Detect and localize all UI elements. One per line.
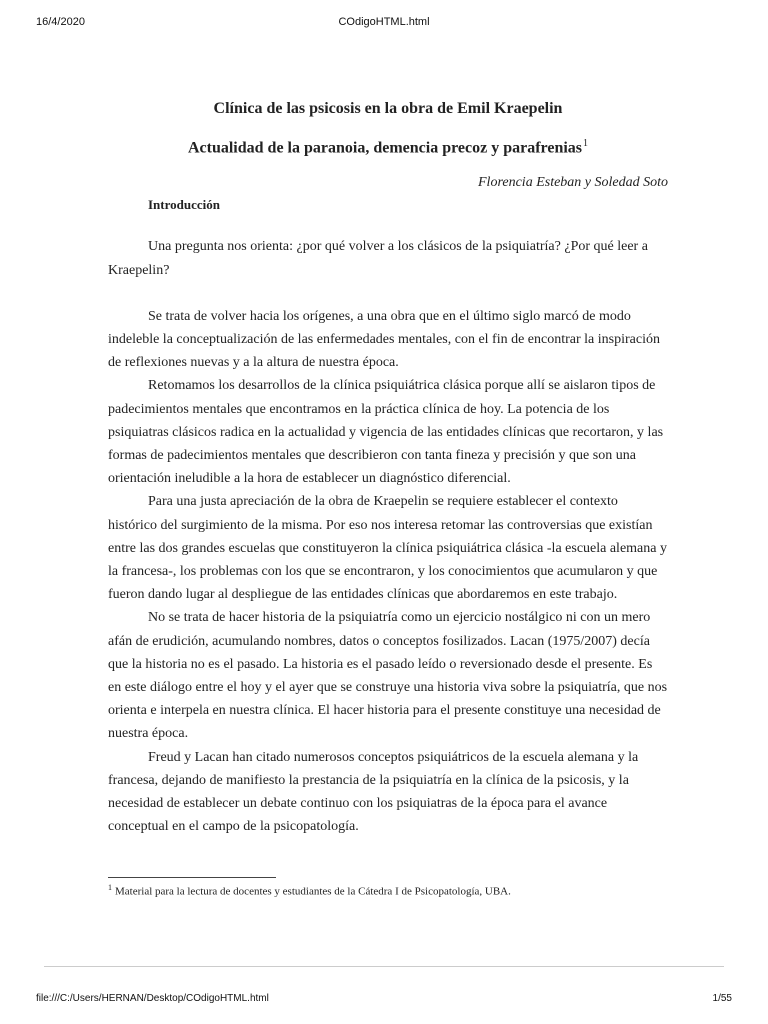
- footnote-reference[interactable]: 1: [583, 138, 589, 149]
- document-subtitle-text: Actualidad de la paranoia, demencia precoz y parafrenias: [187, 139, 583, 157]
- paragraph-2: Se trata de volver hacia los orígenes, a una obra que en el último siglo marcó de modo indeleble la conceptualización de las enfermedades mentales, con el fin de encontrar la inspiración de reflexiones nuevas y a la altura de nuestra época.: [108, 308, 660, 371]
- paragraph-5: No se trata de hacer historia de la psiquiatría como un ejercicio nostálgico ni con un mero afán de erudición, acumulando nombres, datos o conceptos fosilizados. Lacan (1975/2007) decía que la historia no es el pasado. La historia es el pasado leído o reversionado desde el presente. Es en este diálogo entre el hoy y el ayer que se construye una historia viva sobre la psiquiatría, que nos orienta e interpela en nuestra clínica. El hacer historia para el presente constituye una necesidad de nuestra época.: [108, 610, 668, 742]
- print-title: COdigoHTML.html: [338, 16, 430, 28]
- paragraph-6: Freud y Lacan han citado numerosos conceptos psiquiátricos de la escuela alemana y la francesa, dejando de manifiesto la prestancia de la psiquiatría en la clínica de la psicosis, y la necesidad de establecer un debate continuo con los psiquiatras de la época para el avance conceptual en el campo de la psicopatología.: [108, 749, 639, 835]
- footnote: [108, 883, 668, 898]
- paragraph-4: Para una justa apreciación de la obra de Kraepelin se requiere establecer el contexto histórico del surgimiento de la misma. Por eso nos interesa retomar las controversias que existían entre las dos grandes escuelas que constituyeron la clínica psiquiátrica clásica -la escuela alemana y la francesa-, los problemas con los que se encontraron, y los conocimientos que acumularon y que fueron dando lugar al despliegue de las entidades clínicas que abordaremos en este trabajo.: [108, 494, 667, 603]
- print-file-path: file:///C:/Users/HERNAN/Desktop/COdigoHTML.html: [36, 993, 269, 1004]
- footnote-text: Material para la lectura de docentes y estudiantes de la Cátedra I de Psicopatología, UBA.: [115, 885, 511, 898]
- paragraph-3: Retomamos los desarrollos de la clínica psiquiátrica clásica porque allí se aislaron tipos de padecimientos mentales que encontramos en la práctica clínica de hoy. La potencia de los psiquiatras clásicos radica en la actualidad y vigencia de las entidades clínicas que recortaron, y las formas de padecimientos mentales que describieron con tanta fineza y precisión y que son una orientación ineludible a la hora de establecer un diagnóstico diferencial.: [108, 378, 664, 487]
- print-footer: [36, 993, 732, 1007]
- section-heading: Introducción: [148, 197, 220, 213]
- page-bottom-divider: [44, 966, 724, 967]
- page-indicator: 1/55: [712, 993, 732, 1004]
- document-body: [108, 100, 668, 838]
- footnote-divider: [108, 877, 276, 878]
- footnote-mark: 1: [108, 883, 112, 892]
- document-authors: Florencia Esteban y Soledad Soto: [478, 175, 668, 191]
- document-title: Clínica de las psicosis en la obra de Emil Kraepelin: [213, 100, 563, 117]
- print-date: 16/4/2020: [36, 16, 85, 28]
- print-header: [36, 16, 732, 32]
- paragraph-1: Una pregunta nos orienta: ¿por qué volver a los clásicos de la psiquiatría? ¿Por qué leer a Kraepelin?: [108, 239, 648, 278]
- document-subtitle: [108, 138, 668, 157]
